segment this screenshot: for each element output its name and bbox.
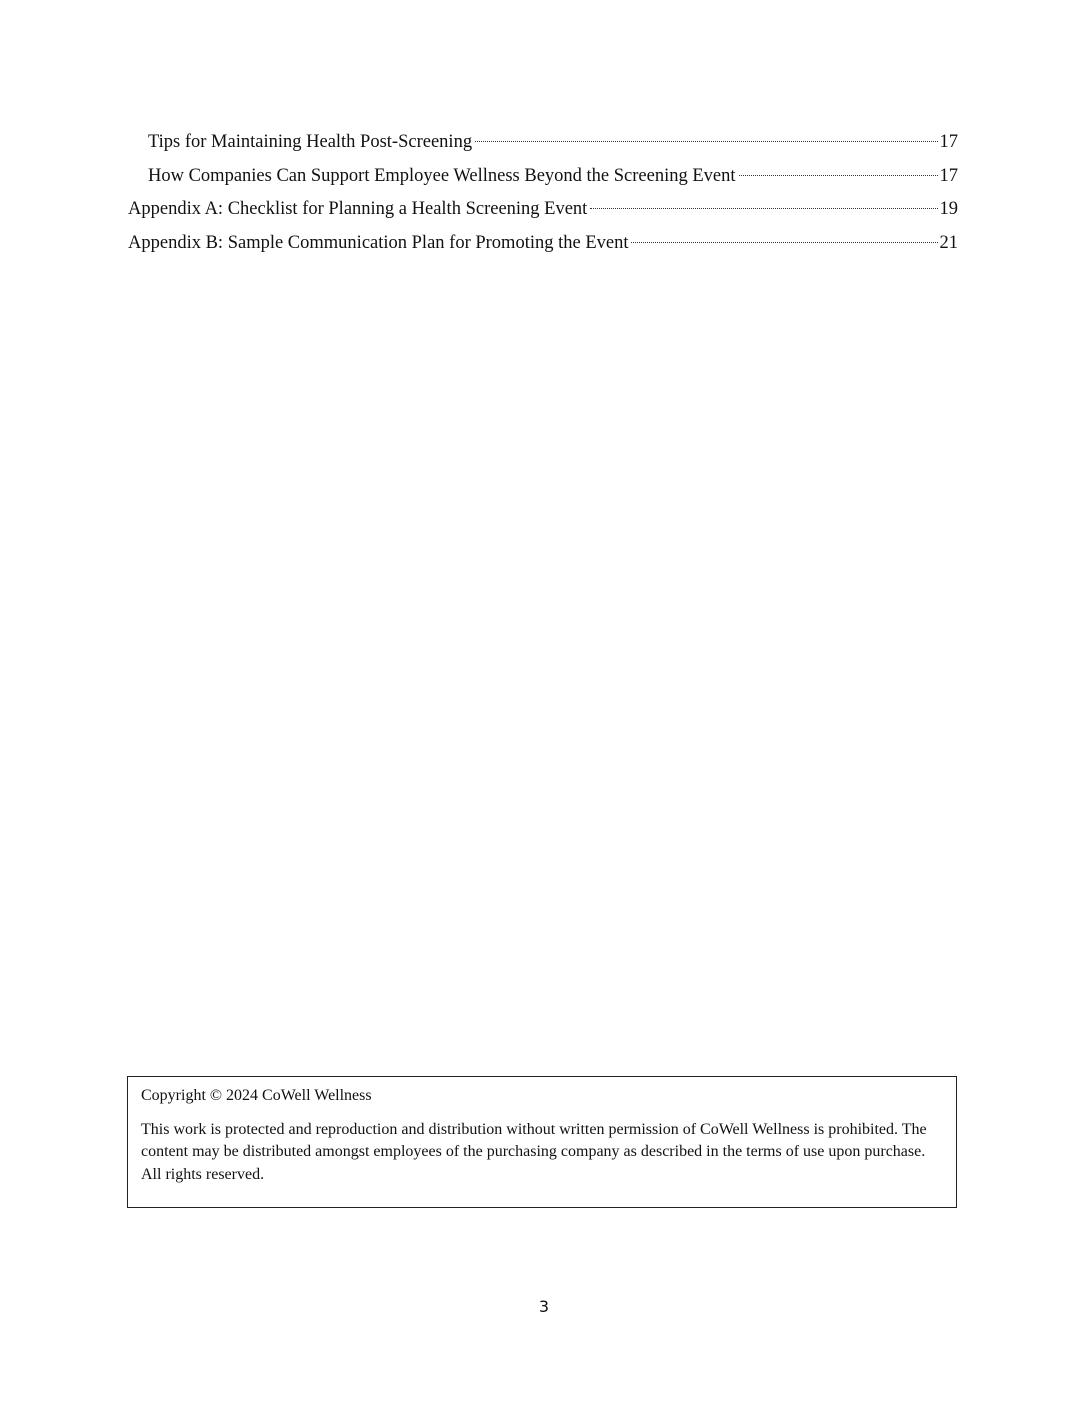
toc-entry-title: How Companies Can Support Employee Wellness Beyond the Screening Event <box>148 165 736 186</box>
toc-dot-leader <box>631 242 937 243</box>
toc-entry-appendix-b[interactable] <box>128 227 958 261</box>
toc-entry-title: Tips for Maintaining Health Post-Screening <box>148 132 473 152</box>
page-number: 3 <box>538 1297 550 1316</box>
toc-entry-page: 17 <box>939 165 958 186</box>
toc-entry-page: 19 <box>939 199 958 220</box>
toc-dot-leader <box>475 141 937 142</box>
toc-entry-title: Appendix B: Sample Communication Plan for Promoting the Event <box>128 232 629 253</box>
toc-entry-page: 17 <box>939 132 958 152</box>
toc-dot-leader <box>739 175 938 176</box>
copyright-notice-box <box>127 1076 957 1208</box>
table-of-contents <box>128 126 958 260</box>
toc-entry-tips-maintaining-health[interactable] <box>128 126 958 160</box>
toc-entry-page: 21 <box>939 232 958 253</box>
copyright-statement: This work is protected and reproduction and distribution without written permission of CoWell Wellness is prohibited. The content may be distributed amongst employees of the purchasing company as described in the terms of use upon purchase. All rights reserved. <box>141 1120 927 1183</box>
toc-entry-companies-support-wellness[interactable] <box>128 160 958 194</box>
copyright-line: Copyright © 2024 CoWell Wellness <box>141 1087 372 1104</box>
toc-dot-leader <box>590 208 937 209</box>
toc-entry-title: Appendix A: Checklist for Planning a Health Screening Event <box>128 199 588 220</box>
toc-entry-appendix-a[interactable] <box>128 193 958 227</box>
